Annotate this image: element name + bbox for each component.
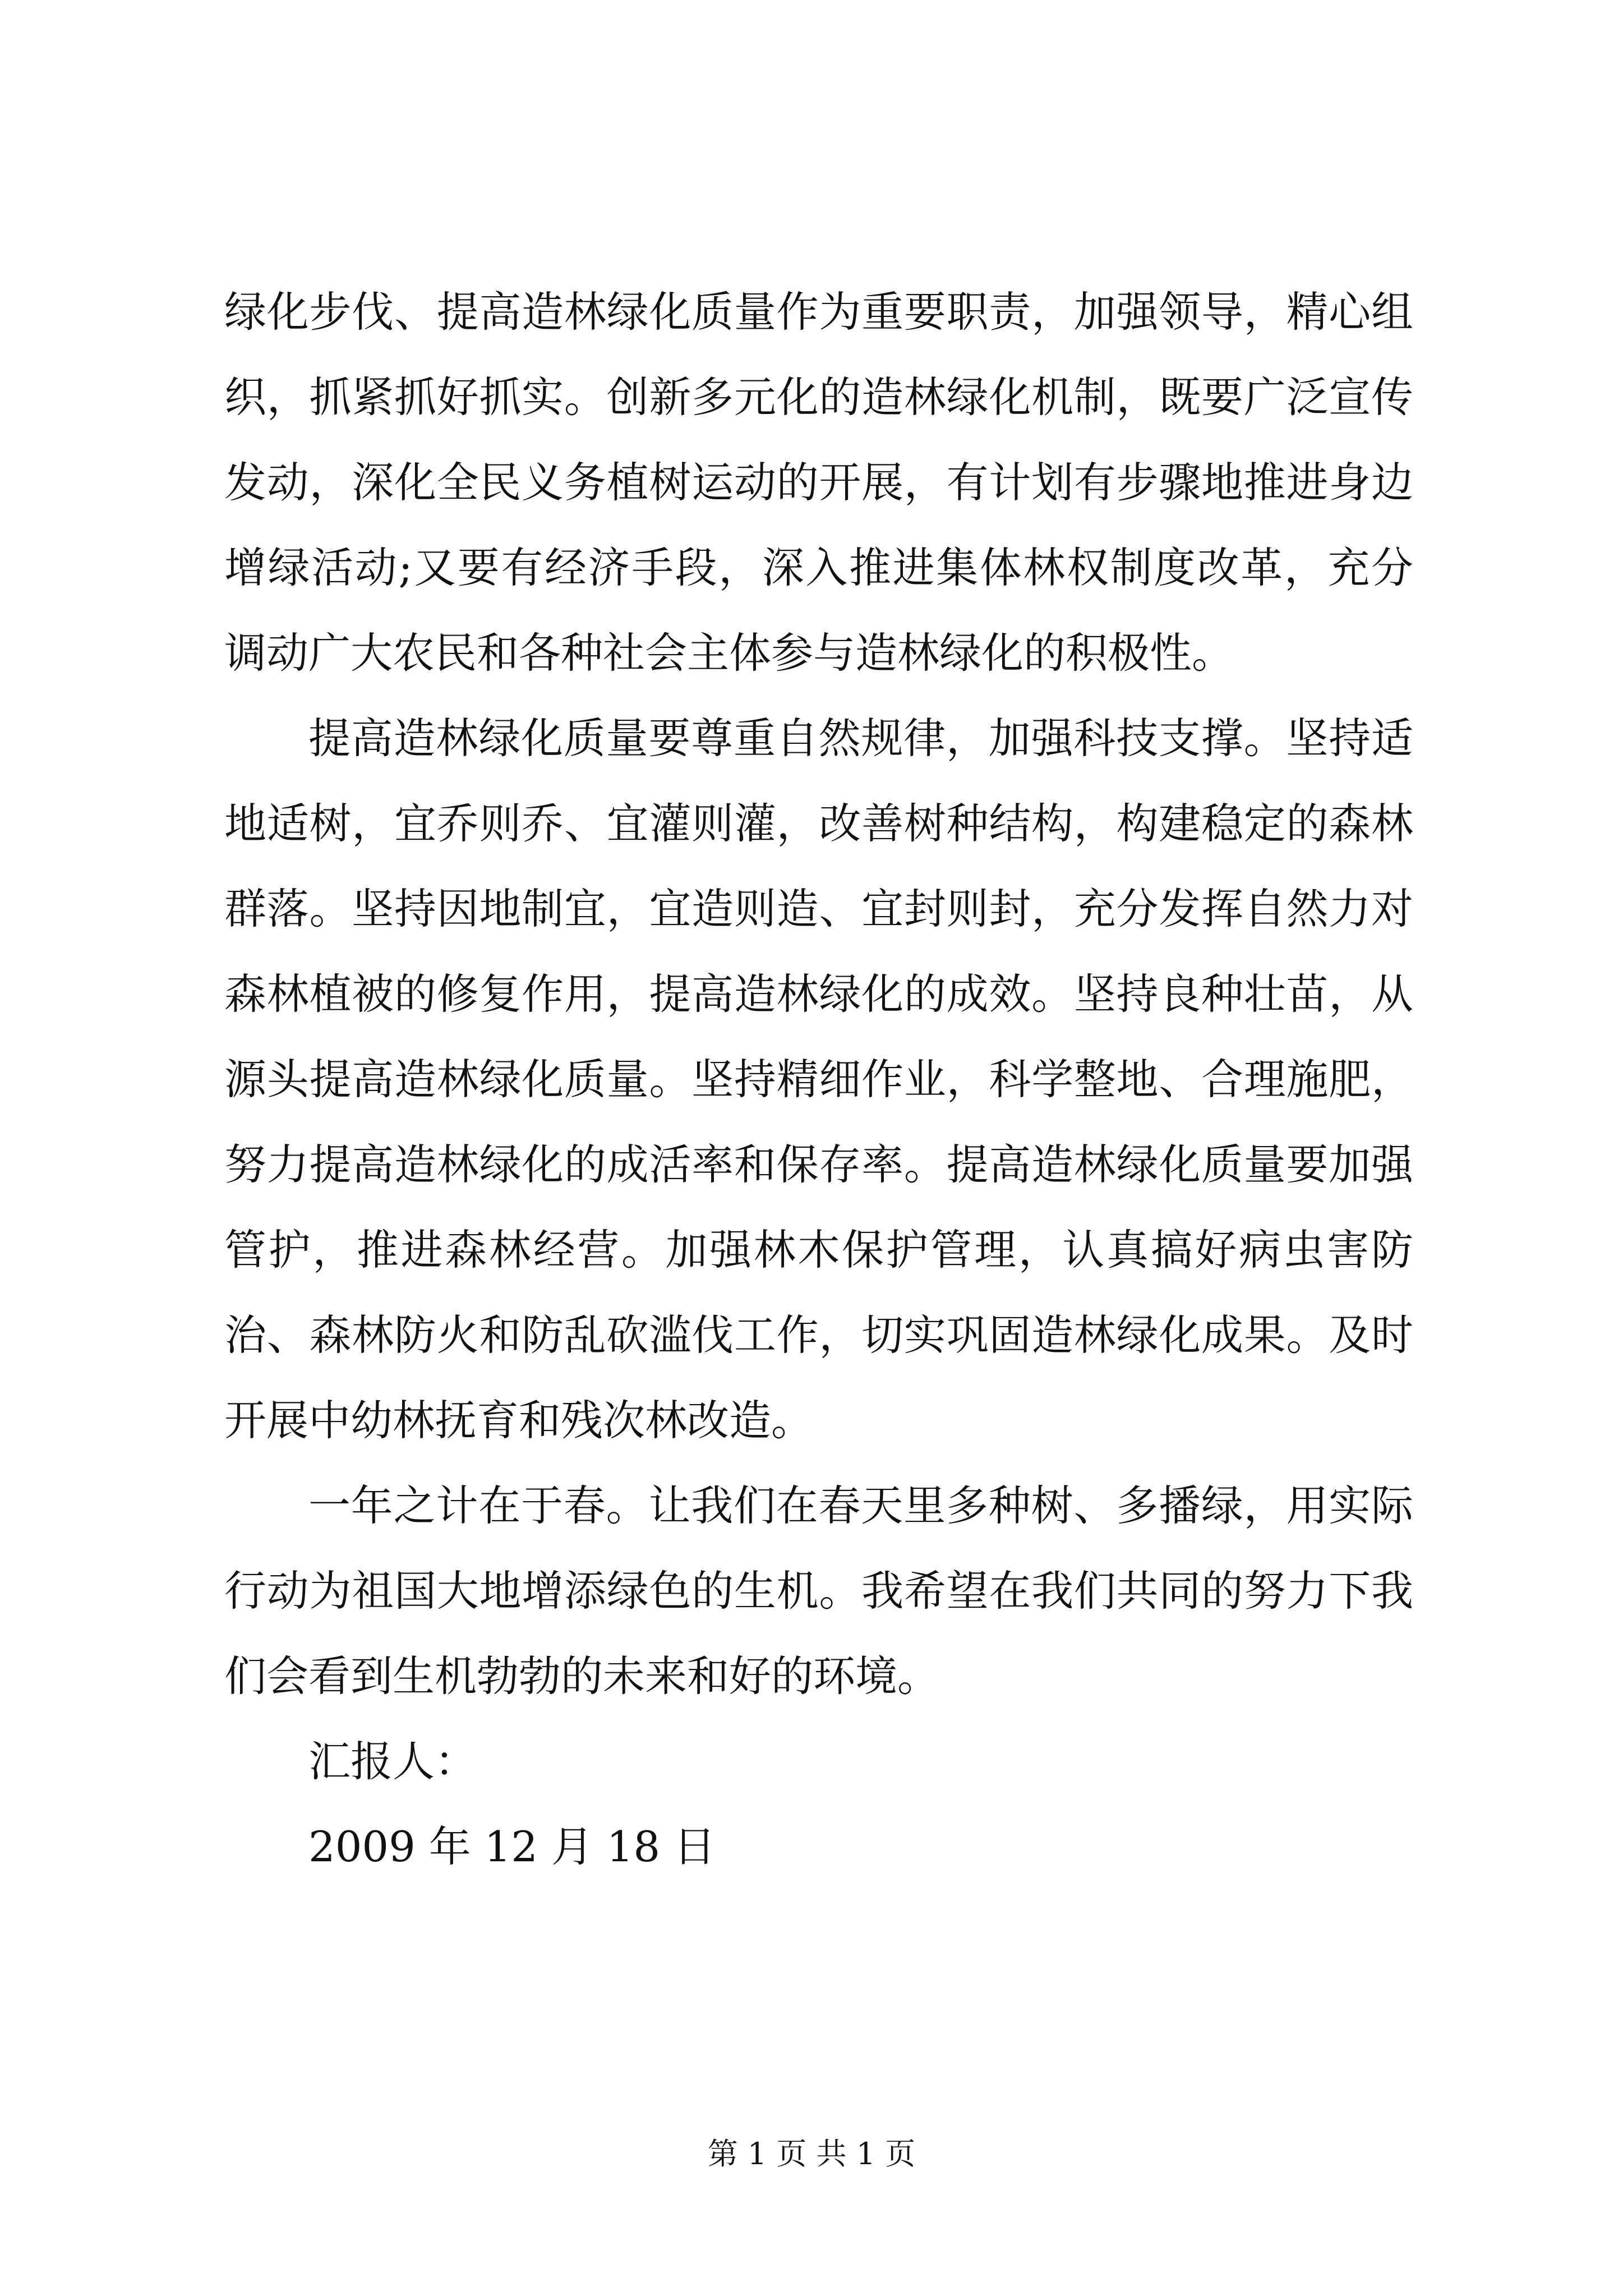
paragraph-2: 提高造林绿化质量要尊重自然规律，加强科技支撑。坚持适地适树，宜乔则乔、宜灌则灌，改善树种结构，构建稳定的森林群落。坚持因地制宜，宜造则造、宜封则封，充分发挥自然力对森林植被的修复作用，提高造林绿化的成效。坚持良种壮苗，从源头提高造林绿化质量。坚持精细作业，科学整地、合理施肥，努力提高造林绿化的成活率和保存率。提高造林绿化质量要加强管护，推进森林经营。加强林木保护管理，认真搞好病虫害防治、森林防火和防乱砍滥伐工作，切实巩固造林绿化成果。及时开展中幼林抚育和残次林改造。: [224, 714, 1413, 1445]
report-date: 2009 年 12 月 18 日: [308, 1822, 716, 1871]
reporter-label: 汇报人：: [308, 1737, 477, 1786]
paragraph-3: 一年之计在于春。让我们在春天里多种树、多播绿，用实际行动为祖国大地增添绿色的生机。我希望在我们共同的努力下我们会看到生机勃勃的未来和好的环境。: [224, 1481, 1413, 1701]
page-footer: 第 1 页 共 1 页: [707, 2136, 916, 2171]
paragraph-1: 绿化步伐、提高造林绿化质量作为重要职责，加强领导，精心组织，抓紧抓好抓实。创新多元化的造林绿化机制，既要广泛宣传发动，深化全民义务植树运动的开展，有计划有步骤地推进身边增绿活动;又要有经济手段，深入推进集体林权制度改革，充分调动广大农民和各种社会主体参与造林绿化的积极性。: [224, 287, 1413, 678]
document-body: [224, 269, 1413, 1889]
